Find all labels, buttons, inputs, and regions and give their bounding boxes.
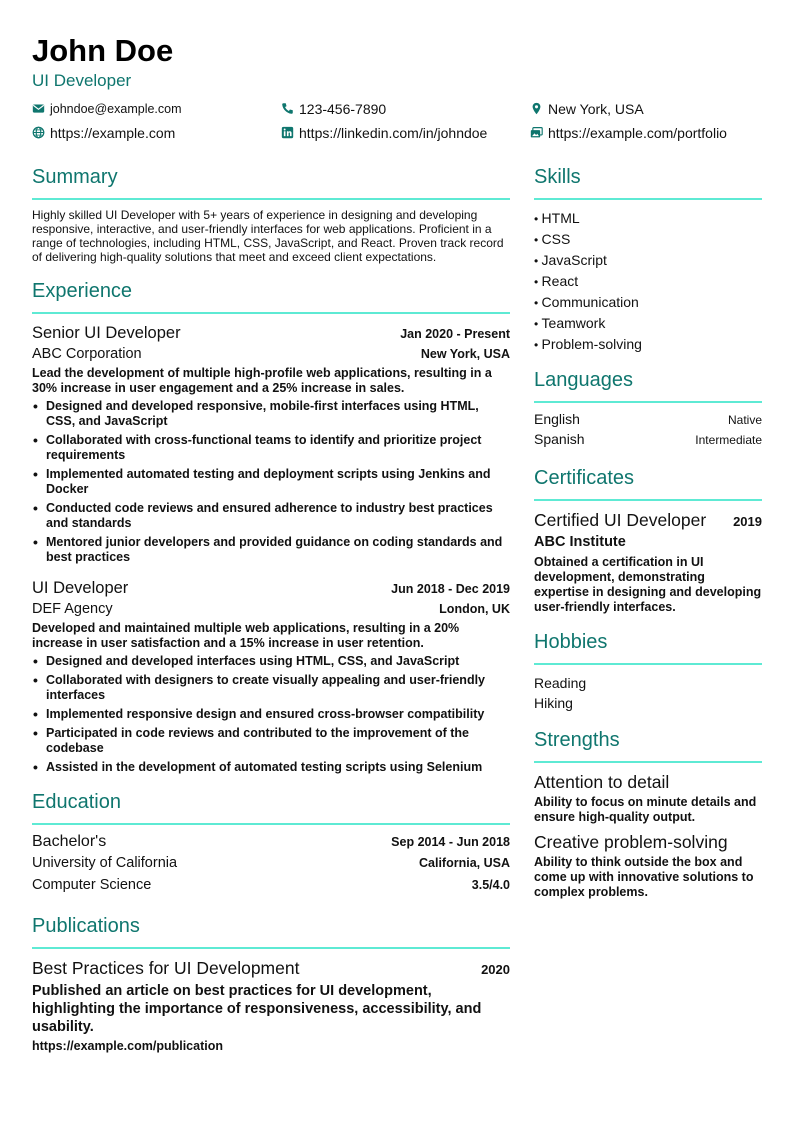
job-location: London, UK: [439, 602, 510, 616]
strength-title: Attention to detail: [534, 772, 670, 792]
contact-info: [32, 99, 762, 142]
publication-title: Best Practices for UI Development: [32, 958, 300, 978]
list-item: • Collaborated with cross-functional teams to identify and prioritize project requirements: [46, 433, 510, 463]
list-item: • Conducted code reviews and ensured adherence to industry best practices and standards: [46, 501, 510, 531]
list-item: • Participated in code reviews and contributed to the improvement of the codebase: [46, 726, 510, 756]
contact-portfolio[interactable]: [530, 123, 762, 142]
list-item: • Implemented automated testing and deployment scripts using Jenkins and Docker: [46, 467, 510, 497]
job-company: ABC Corporation: [32, 346, 142, 362]
list-item: • HTML: [534, 208, 762, 229]
contact-linkedin[interactable]: [281, 123, 530, 142]
section-divider: [534, 401, 762, 403]
list-item: • React: [534, 271, 762, 292]
certificate-issuer: ABC Institute: [534, 534, 626, 550]
strength-title: Creative problem-solving: [534, 832, 728, 852]
section-title: Certificates: [534, 467, 635, 489]
language-level: Intermediate: [695, 433, 762, 447]
linkedin-icon: [281, 126, 294, 139]
globe-icon: [32, 126, 45, 139]
hobbies-section: [534, 629, 762, 713]
education-location: California, USA: [419, 856, 510, 870]
list-item: • JavaScript: [534, 250, 762, 271]
certificate-year: 2019: [733, 514, 762, 529]
job-entry: [32, 577, 510, 775]
strength-description: Ability to think outside the box and come up with innovative solutions to complex problems.: [534, 855, 754, 899]
list-item: • Designed and developed interfaces using HTML, CSS, and JavaScript: [46, 654, 510, 669]
publication-year: 2020: [481, 962, 510, 977]
education-field: Computer Science: [32, 877, 152, 893]
section-title: Publications: [32, 915, 140, 937]
section-divider: [534, 499, 762, 501]
summary-text: Highly skilled UI Developer with 5+ years of experience in designing and developing responsive, interactive, and user-friendly interfaces for web applications. Proficient in a range of technologies, including HTML, CSS, JavaScript, and React. Proven track record of delivering high-quality solutions that meet and exceed client expectations.: [32, 208, 504, 264]
section-divider: [32, 823, 510, 825]
education-degree: Bachelor's: [32, 833, 107, 850]
job-company: DEF Agency: [32, 601, 113, 617]
summary-section: [32, 164, 510, 264]
language-name: English: [534, 411, 580, 427]
website-text: https://example.com: [50, 124, 176, 141]
list-item: [534, 431, 762, 451]
section-title: Experience: [32, 280, 133, 302]
section-title: Summary: [32, 166, 118, 188]
job-description: Developed and maintained multiple web applications, resulting in a 20% increase in user satisfaction and a 15% increase in user retention.: [32, 621, 460, 650]
list-item: • CSS: [534, 229, 762, 250]
mail-icon: [32, 102, 45, 115]
list-item: • Assisted in the development of automated testing scripts using Selenium: [46, 760, 510, 775]
portfolio-icon: [530, 126, 543, 139]
section-title: Hobbies: [534, 631, 608, 653]
certificate-title: Certified UI Developer: [534, 510, 707, 530]
job-dates: Jan 2020 - Present: [400, 327, 510, 341]
languages-section: [534, 367, 762, 451]
portfolio-text: https://example.com/portfolio: [548, 124, 727, 141]
list-item: [534, 411, 762, 431]
list-item: • Mentored junior developers and provided guidance on coding standards and best practices: [46, 535, 510, 565]
certificate-description: Obtained a certification in UI development, demonstrating expertise in designing and developing user-friendly interfaces.: [534, 555, 762, 614]
list-item: Hiking: [534, 695, 573, 711]
contact-phone[interactable]: [281, 99, 530, 118]
linkedin-text: https://linkedin.com/in/johndoe: [299, 124, 488, 141]
section-divider: [534, 198, 762, 200]
location-icon: [530, 102, 543, 115]
job-bullets: [32, 654, 510, 775]
list-item: • Collaborated with designers to create visually appealing and user-friendly interfaces: [46, 673, 510, 703]
section-divider: [32, 312, 510, 314]
job-title: Senior UI Developer: [32, 324, 181, 342]
right-column: [534, 164, 762, 1053]
contact-website[interactable]: [32, 123, 281, 142]
publication-description: Published an article on best practices for UI development, highlighting the importance of responsiveness, accessibility, and usability.: [32, 983, 482, 1035]
skills-list: [534, 208, 762, 355]
location-text: New York, USA: [548, 100, 644, 117]
strength-description: Ability to focus on minute details and ensure high-quality output.: [534, 795, 757, 824]
language-name: Spanish: [534, 431, 585, 447]
list-item: • Teamwork: [534, 313, 762, 334]
email-text: johndoe@example.com: [50, 101, 182, 116]
contact-email[interactable]: [32, 99, 281, 118]
candidate-name: John Doe: [32, 33, 174, 68]
job-bullets: [32, 399, 510, 565]
section-title: Languages: [534, 369, 633, 391]
job-description: Lead the development of multiple high-profile web applications, resulting in a 30% increase in user engagement and a 25% increase in sales.: [32, 366, 492, 395]
education-dates: Sep 2014 - Jun 2018: [391, 835, 510, 849]
section-divider: [534, 761, 762, 763]
education-school: University of California: [32, 855, 178, 871]
section-title: Education: [32, 791, 121, 813]
phone-icon: [281, 102, 294, 115]
section-divider: [32, 198, 510, 200]
resume-columns: [32, 164, 762, 1053]
list-item: Reading: [534, 675, 587, 691]
publications-section: [32, 913, 510, 1053]
candidate-role: UI Developer: [32, 71, 132, 90]
contact-location: [530, 99, 762, 118]
certificates-section: [534, 465, 762, 615]
skills-section: [534, 164, 762, 355]
job-location: New York, USA: [420, 347, 510, 361]
language-level: Native: [727, 413, 762, 427]
phone-text: 123-456-7890: [299, 100, 387, 117]
experience-section: [32, 278, 510, 775]
job-dates: Jun 2018 - Dec 2019: [391, 582, 510, 596]
section-divider: [32, 947, 510, 949]
education-section: [32, 789, 510, 899]
education-gpa: 3.5/4.0: [471, 878, 510, 892]
left-column: [32, 164, 510, 1053]
section-title: Skills: [534, 166, 581, 188]
list-item: • Communication: [534, 292, 762, 313]
job-entry: [32, 322, 510, 565]
section-divider: [534, 663, 762, 665]
section-title: Strengths: [534, 729, 620, 751]
job-title: UI Developer: [32, 579, 129, 597]
list-item: • Designed and developed responsive, mobile-first interfaces using HTML, CSS, and JavaScript: [46, 399, 510, 429]
publication-link[interactable]: https://example.com/publication: [32, 1039, 223, 1053]
strengths-section: [534, 727, 762, 900]
list-item: • Implemented responsive design and ensured cross-browser compatibility: [46, 707, 510, 722]
list-item: • Problem-solving: [534, 334, 762, 355]
hobbies-list: [534, 673, 762, 713]
